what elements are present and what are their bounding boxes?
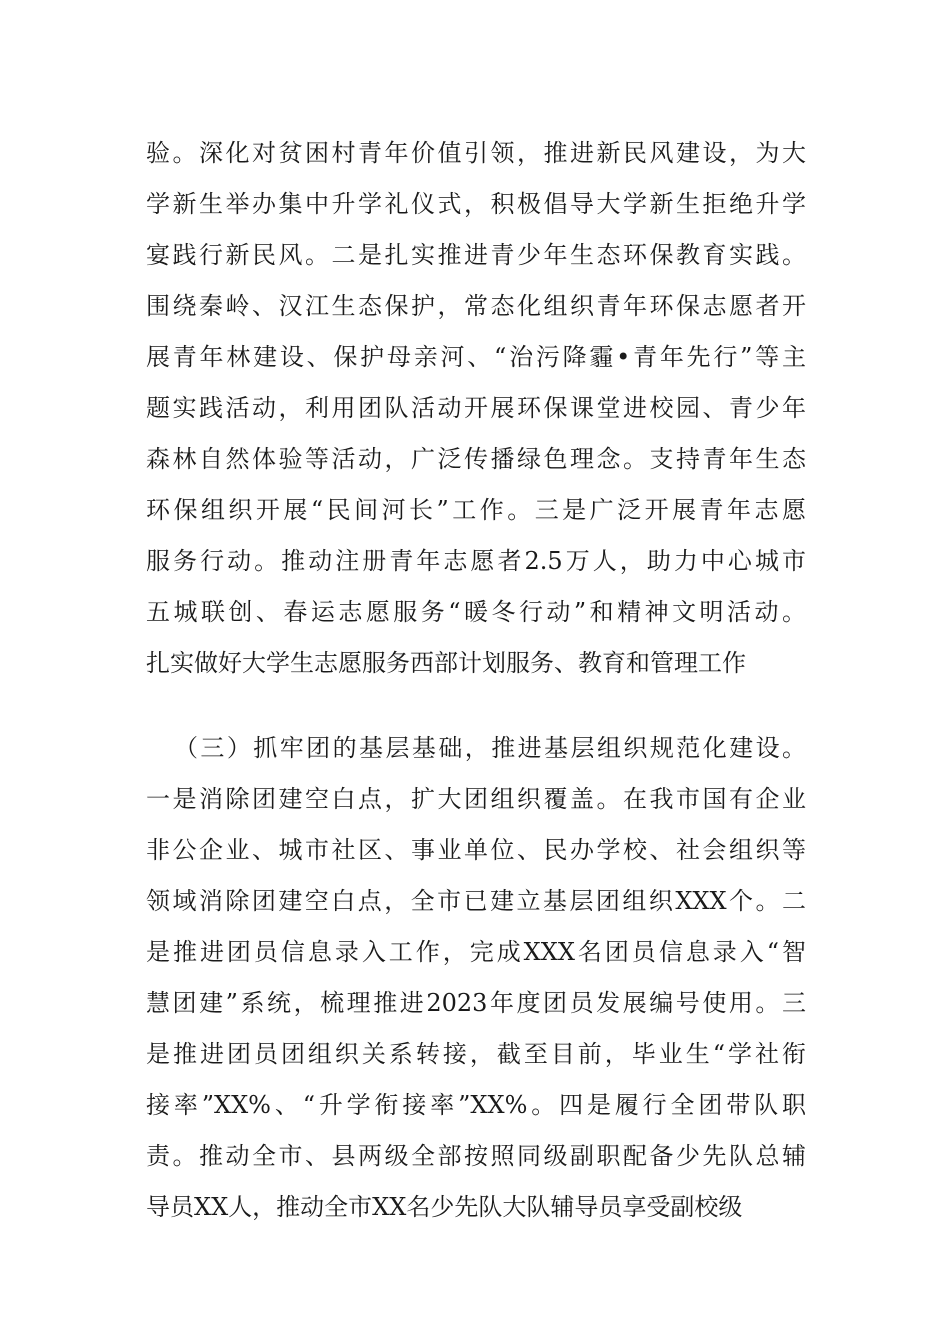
- section-heading-line: （三）抓牢团的基层基础，推进基层组织规范化建设。: [174, 734, 806, 762]
- text-line: 慧团建”系统，梳理推进2023年度团员发展编号使用。三: [146, 989, 806, 1017]
- text-line: 是推进团员团组织关系转接，截至目前，毕业生“学社衔: [146, 1040, 806, 1068]
- text-line: 非公企业、城市社区、事业单位、民办学校、社会组织等: [146, 836, 806, 864]
- text-line: 宴践行新民风。二是扎实推进青少年生态环保教育实践。: [146, 241, 806, 269]
- text-line: 环保组织开展“民间河长”工作。三是广泛开展青年志愿: [146, 496, 806, 524]
- text-line: 五城联创、春运志愿服务“暖冬行动”和精神文明活动。: [146, 598, 806, 626]
- text-line: 导员XX人，推动全市XX名少先队大队辅导员享受副校级: [146, 1193, 743, 1221]
- paragraph-grassroots-organization: [146, 723, 806, 1233]
- paragraph-youth-volunteer-work: [146, 128, 806, 689]
- text-line: 学新生举办集中升学礼仪式，积极倡导大学新生拒绝升学: [146, 190, 806, 218]
- text-line: 围绕秦岭、汉江生态保护，常态化组织青年环保志愿者开: [146, 292, 806, 320]
- text-line: 展青年林建设、保护母亲河、“治污降霾•青年先行”等主: [146, 343, 806, 371]
- text-line: 扎实做好大学生志愿服务西部计划服务、教育和管理工作: [146, 649, 746, 677]
- text-line: 题实践活动，利用团队活动开展环保课堂进校园、青少年: [146, 394, 806, 422]
- text-line: 一是消除团建空白点，扩大团组织覆盖。在我市国有企业: [146, 785, 806, 813]
- text-line: 森林自然体验等活动，广泛传播绿色理念。支持青年生态: [146, 445, 806, 473]
- text-line: 验。深化对贫困村青年价值引领，推进新民风建设，为大: [146, 139, 806, 167]
- text-line: 服务行动。推动注册青年志愿者2.5万人，助力中心城市: [146, 547, 806, 575]
- text-line: 是推进团员信息录入工作，完成XXX名团员信息录入“智: [146, 938, 806, 966]
- text-line: 领域消除团建空白点，全市已建立基层团组织XXX个。二: [146, 887, 806, 915]
- text-line: 责。推动全市、县两级全部按照同级副职配备少先队总辅: [146, 1142, 806, 1170]
- text-line: 接率”XX%、“升学衔接率”XX%。四是履行全团带队职: [146, 1091, 806, 1119]
